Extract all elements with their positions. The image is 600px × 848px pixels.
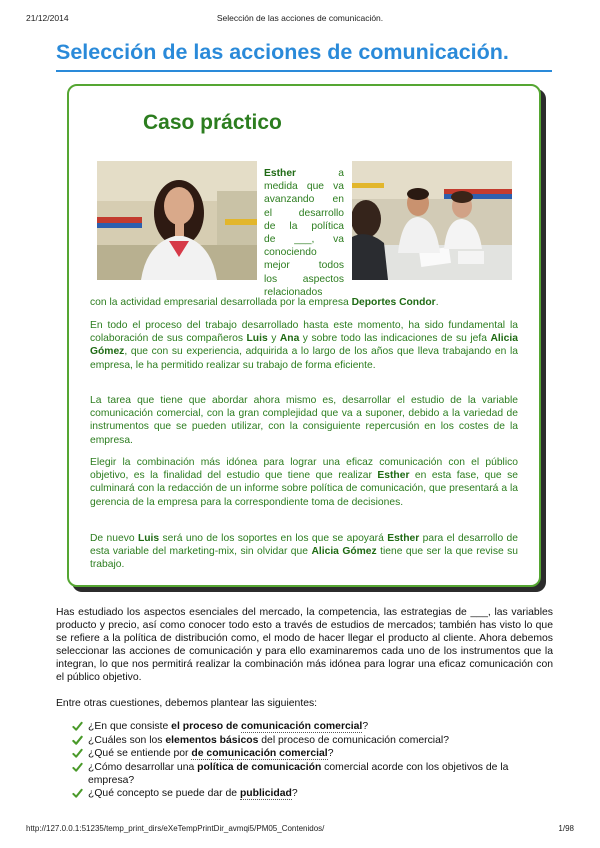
intro-line: de la política (264, 220, 344, 232)
intro-line: avanzando en (264, 194, 344, 206)
intro-line: mejor todos (264, 260, 344, 272)
checkmark-icon (72, 735, 83, 746)
intro-continuation: con la actividad empresarial desarrollada por la empresa Deportes Condor. (90, 297, 439, 308)
question-item (72, 747, 552, 760)
checkmark-icon (72, 721, 83, 732)
title-rule (56, 70, 552, 72)
case-paragraph-2: La tarea que tiene que abordar ahora mismo es, desarrollar el estudio de la variable comunicación comercial, con la gran complejidad que va a suponer, debido a la variedad de instrumentos que se pueden utilizar, con la consiguiente repercusión en los costes de la empresa. (90, 395, 518, 446)
page-title: Selección de las acciones de comunicación. (56, 40, 509, 64)
page-number: 1/98 (558, 824, 574, 833)
case-paragraph-1: En todo el proceso del trabajo desarrollado hasta este momento, ha sido fundamental la colaboración de sus compañeros Luis y Ana y sobre todo las indicaciones de su jefa Alicia Gómez, que con su experiencia, adquirida a lo largo de los años que lleva trabajando en la empresa, le ha permitido realizar su trabajo de forma eficiente. (90, 320, 518, 371)
intro-line: los aspectos (264, 273, 344, 285)
print-header (26, 13, 574, 25)
checkmark-icon (72, 748, 83, 759)
intro-line: Esther a (264, 168, 344, 179)
print-date: 21/12/2014 (26, 13, 69, 23)
question-bold: el proceso de (171, 721, 242, 732)
question-item (72, 734, 552, 747)
print-doc-title: Selección de las acciones de comunicación. (216, 13, 384, 23)
intro-line: medida que va (264, 181, 344, 193)
intro-line: el desarrollo (264, 207, 344, 219)
question-bold: política de comunicación (197, 761, 322, 773)
photo-esther (97, 161, 257, 280)
case-study-title: Caso práctico (143, 111, 282, 134)
question-pre: ¿En que consiste (88, 721, 172, 732)
question-list (72, 720, 552, 801)
print-url: http://127.0.0.1:51235/temp_print_dirs/eXeTempPrintDir_avmqi5/PM05_Contenidos/ (26, 824, 325, 833)
body-paragraph-2: Entre otras cuestiones, debemos plantear las siguientes: (56, 698, 318, 709)
photo-team-meeting (352, 161, 512, 280)
intro-line: conociendo (264, 247, 317, 259)
question-blank: publicidad (239, 788, 292, 799)
question-blank: comunicación comercial (241, 721, 363, 732)
question-pre: ¿Cuáles son los (88, 734, 166, 746)
question-item (72, 720, 552, 733)
question-bold: elementos básicos (165, 734, 259, 746)
question-post: ? (291, 788, 298, 799)
intro-line: de ___, va (264, 234, 344, 246)
body-paragraph-1: Has estudiado los aspectos esenciales del mercado, la competencia, las estrategias de ___, las variables producto y precio, así como conocer todo esto a través de estudios de mercados; también has visto lo que se refiere a la política de distribución como, el modo de hacer llegar el producto al cliente. Ahora debemos seleccionar las acciones de comunicación y para ello examinaremos cada uno de los instrumentos que la integran, lo que nos permitirá realizar la combinación más idónea para lograr una eficaz comunicación con el público objetivo. (56, 607, 553, 683)
question-pre: ¿Qué concepto se puede dar de (88, 788, 240, 799)
question-post: del proceso de comunicación comercial? (258, 734, 449, 746)
question-post: ? (327, 748, 334, 759)
company-name: Deportes Condor (351, 297, 436, 308)
question-pre: ¿Cómo desarrollar una (88, 761, 198, 773)
question-post: comercial acorde con los objetivos de la empresa? (88, 761, 509, 786)
intro-line: relacionados (264, 286, 323, 298)
case-paragraph-4: De nuevo Luis será uno de los soportes en los que se apoyará Esther para el desarrollo de esta variable del marketing-mix, sin olvidar que Alicia Gómez tiene que ser la que revise su trabajo. (90, 533, 518, 571)
checkmark-icon (72, 788, 83, 799)
question-post: ? (362, 721, 369, 732)
question-blank: de comunicación comercial (191, 748, 328, 759)
question-item (72, 761, 552, 787)
checkmark-icon (72, 762, 83, 773)
name-esther: Esther (264, 168, 297, 179)
question-item (72, 787, 552, 800)
intro-narrow-text (264, 167, 344, 299)
case-paragraph-3: Elegir la combinación más idónea para lograr una eficaz comunicación con el público objetivo, es la finalidad del estudio que tiene que realizar Esther en esta fase, que se culminará con la redacción de un informe sobre política de comunicación, que presentará a la gerencia de la empresa para la correspondiente toma de decisiones. (90, 457, 518, 508)
question-pre: ¿Qué se entiende por (88, 748, 192, 759)
